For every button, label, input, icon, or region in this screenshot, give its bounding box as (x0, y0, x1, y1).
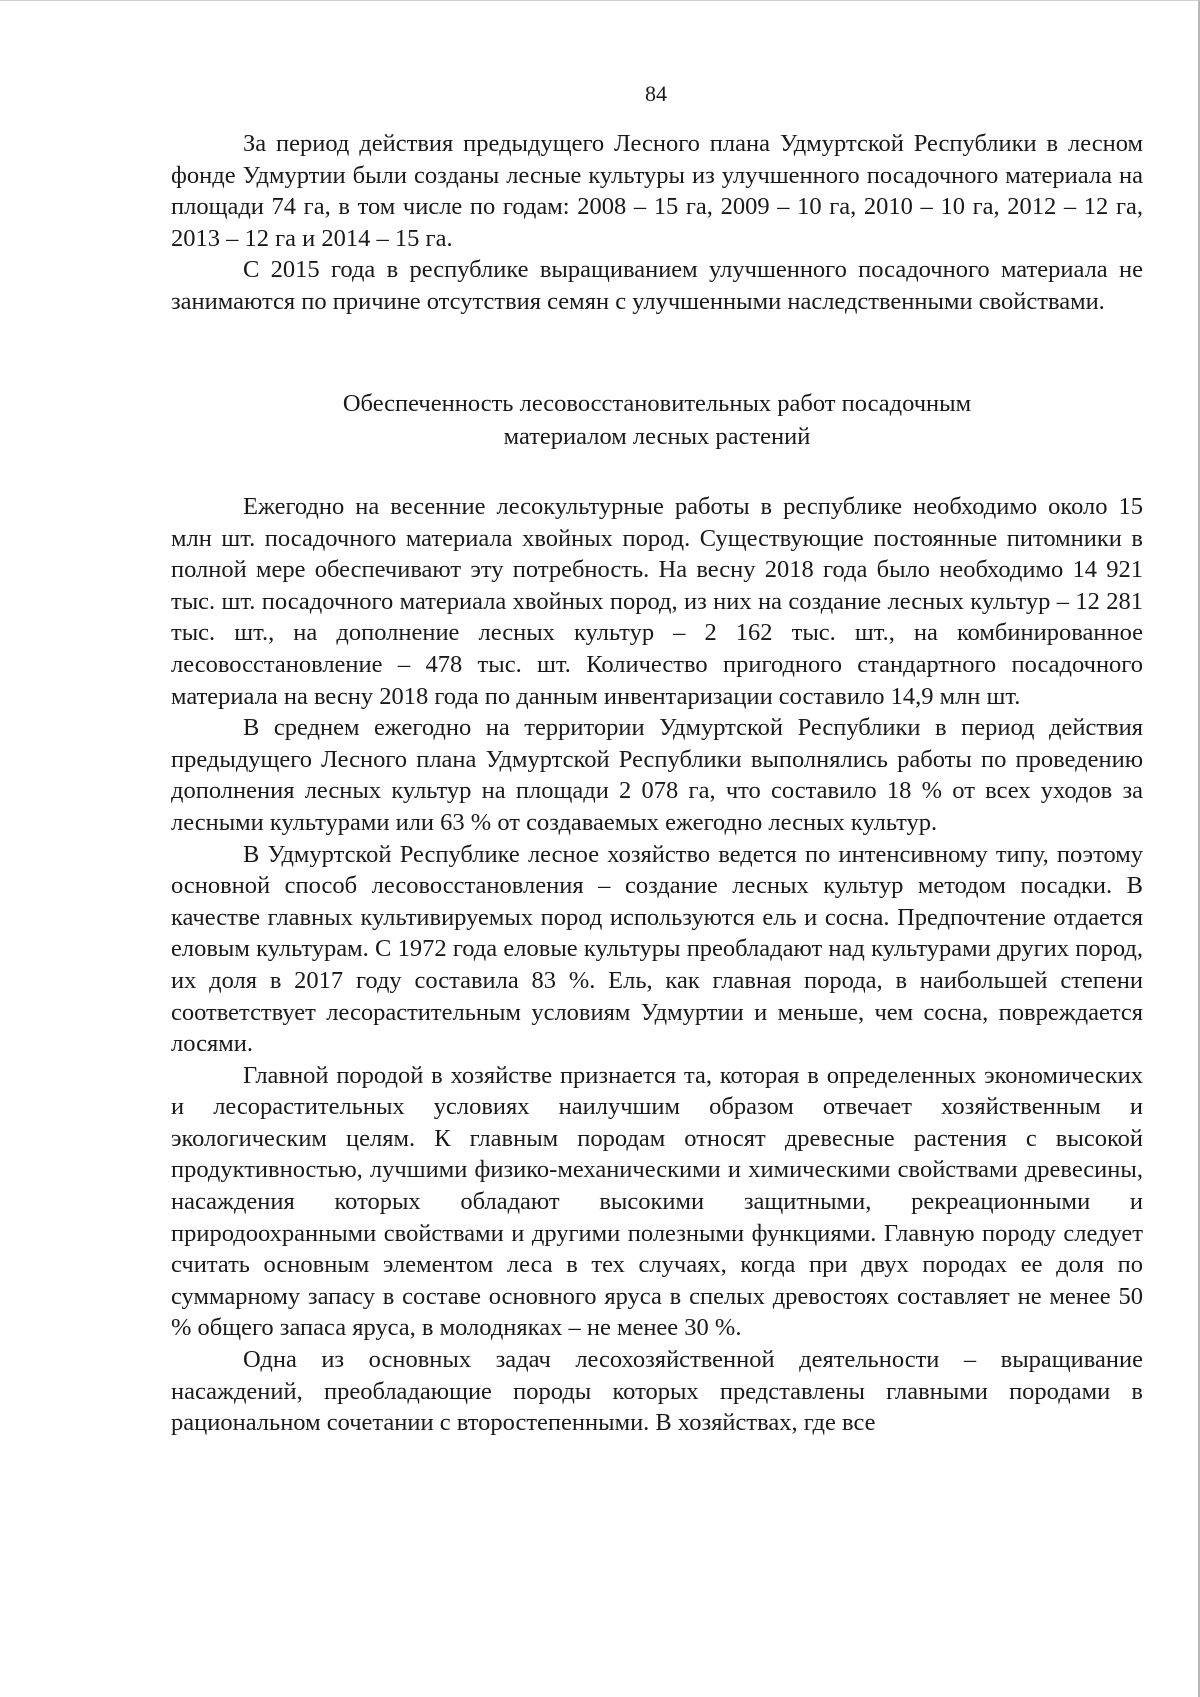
section-heading-line-1: Обеспеченность лесовосстановительных работ посадочным (342, 390, 972, 417)
paragraph-main-tasks: Одна из основных задач лесохозяйственной деятельности – выращивание насаждений, преобладающие породы которых представлены главными породами в рациональном сочетании с второстепенными. В хозяйствах, где все (171, 1346, 1143, 1437)
paragraph-improved-material: За период действия предыдущего Лесного плана Удмуртской Республики в лесном фонде Удмуртии были созданы лесные культуры из улучшенного посадочного материала на площади 74 га, в том числе по годам: 2008 – 15 га, 2009 – 10 га, 2010 – 10 га, 2012 – 12 га, 2013 – 12 га и 2014 – 15 га. (171, 130, 1143, 252)
intro-text (171, 128, 1143, 318)
paragraph-main-species: Главной породой в хозяйстве признается та, которая в определенных экономических и лесорастительных условиях наилучшим образом отвечает хозяйственным и экологическим целям. К главным породам относят древесные растения с высокой продуктивностью, лучшими физико-механическими и химическими свойствами древесины, насаждения которых обладают высокими защитными, рекреационными и природоохранными свойствами и другими полезными функциями. Главную породу следует считать основным элементом леса в тех случаях, когда при двух породах ее доля по суммарному запасу в составе основного яруса в спелых древостоях составляет не менее 50 % общего запаса яруса, в молодняках – не менее 30 %. (171, 1061, 1143, 1342)
section-body (171, 491, 1143, 1439)
paragraph-since-2015: С 2015 года в республике выращиванием улучшенного посадочного материала не занимаются по причине отсутствия семян с улучшенными наследственными свойствами. (171, 256, 1143, 315)
paragraph-supplement-works: В среднем ежегодно на территории Удмуртской Республики в период действия предыдущего Лесного плана Удмуртской Республики выполнялись работы по проведению дополнения лесных культур на площади 2 078 га, что составило 18 % от всех уходов за лесными культурами или 63 % от создаваемых ежегодно лесных культур. (171, 714, 1143, 836)
section-heading (171, 387, 1143, 453)
paragraph-intensive-forestry: В Удмуртской Республике лесное хозяйство ведется по интенсивному типу, поэтому основной способ лесовосстановления – создание лесных культур методом посадки. В качестве главных культивируемых пород используются ель и сосна. Предпочтение отдается еловым культурам. С 1972 года еловые культуры преобладают над культурами других пород, их доля в 2017 году составила 83 %. Ель, как главная порода, в наибольшей степени соответствует лесорастительным условиям Удмуртии и меньше, чем сосна, повреждается лосями. (171, 840, 1143, 1058)
paragraph-annual-need: Ежегодно на весенние лесокультурные работы в республике необходимо около 15 млн шт. посадочного материала хвойных пород. Существующие постоянные питомники в полной мере обеспечивают эту потребность. На весну 2018 года было необходимо 14 921 тыс. шт. посадочного материала хвойных пород, из них на создание лесных культур – 12 281 тыс. шт., на дополнение лесных культур – 2 162 тыс. шт., на комбинированное лесовосстановление – 478 тыс. шт. Количество пригодного стандартного посадочного материала на весну 2018 года по данным инвентаризации составило 14,9 млн шт. (171, 493, 1143, 710)
section-heading-line-2: материалом лесных растений (503, 423, 811, 450)
page-number: 84 (645, 81, 667, 106)
